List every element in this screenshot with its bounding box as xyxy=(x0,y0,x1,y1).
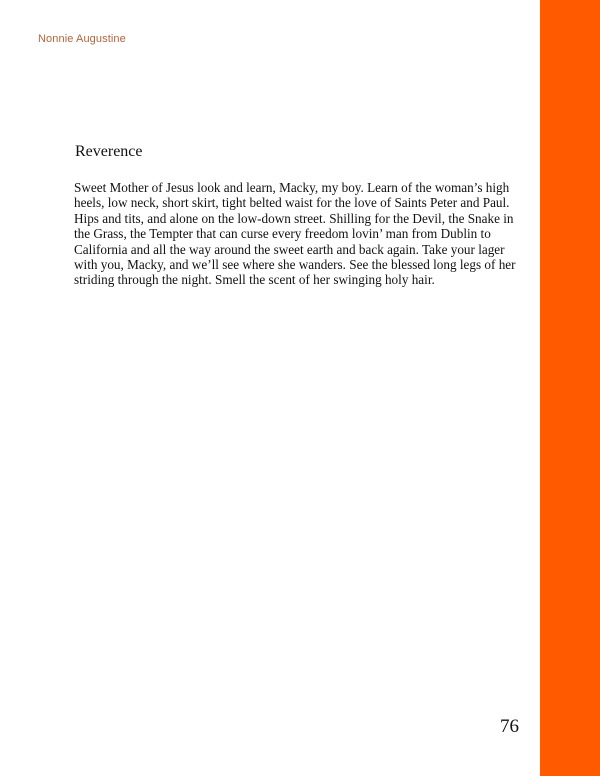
body-line: with you, Macky, and we’ll see where she wanders. See the blessed long legs of her xyxy=(74,257,516,273)
body-line: the Grass, the Tempter that can curse every freedom lovin’ man from Dublin to xyxy=(74,226,491,242)
body-line: striding through the night. Smell the scent of her swinging holy hair. xyxy=(74,272,435,288)
body-line: Hips and tits, and alone on the low-down street. Shilling for the Devil, the Snake in xyxy=(74,210,514,226)
author-name: Nonnie Augustine xyxy=(38,33,126,45)
body-line: Sweet Mother of Jesus look and learn, Macky, my boy. Learn of the woman’s high xyxy=(74,180,510,195)
poem-body xyxy=(74,180,522,288)
page-number: 76 xyxy=(500,716,519,737)
poem-title: Reverence xyxy=(75,143,143,160)
body-line: heels, low neck, short skirt, tight belted waist for the love of Saints Peter and Paul. xyxy=(74,195,510,211)
body-line: California and all the way around the sweet earth and back again. Take your lager xyxy=(74,241,505,257)
accent-side-bar xyxy=(540,0,600,776)
